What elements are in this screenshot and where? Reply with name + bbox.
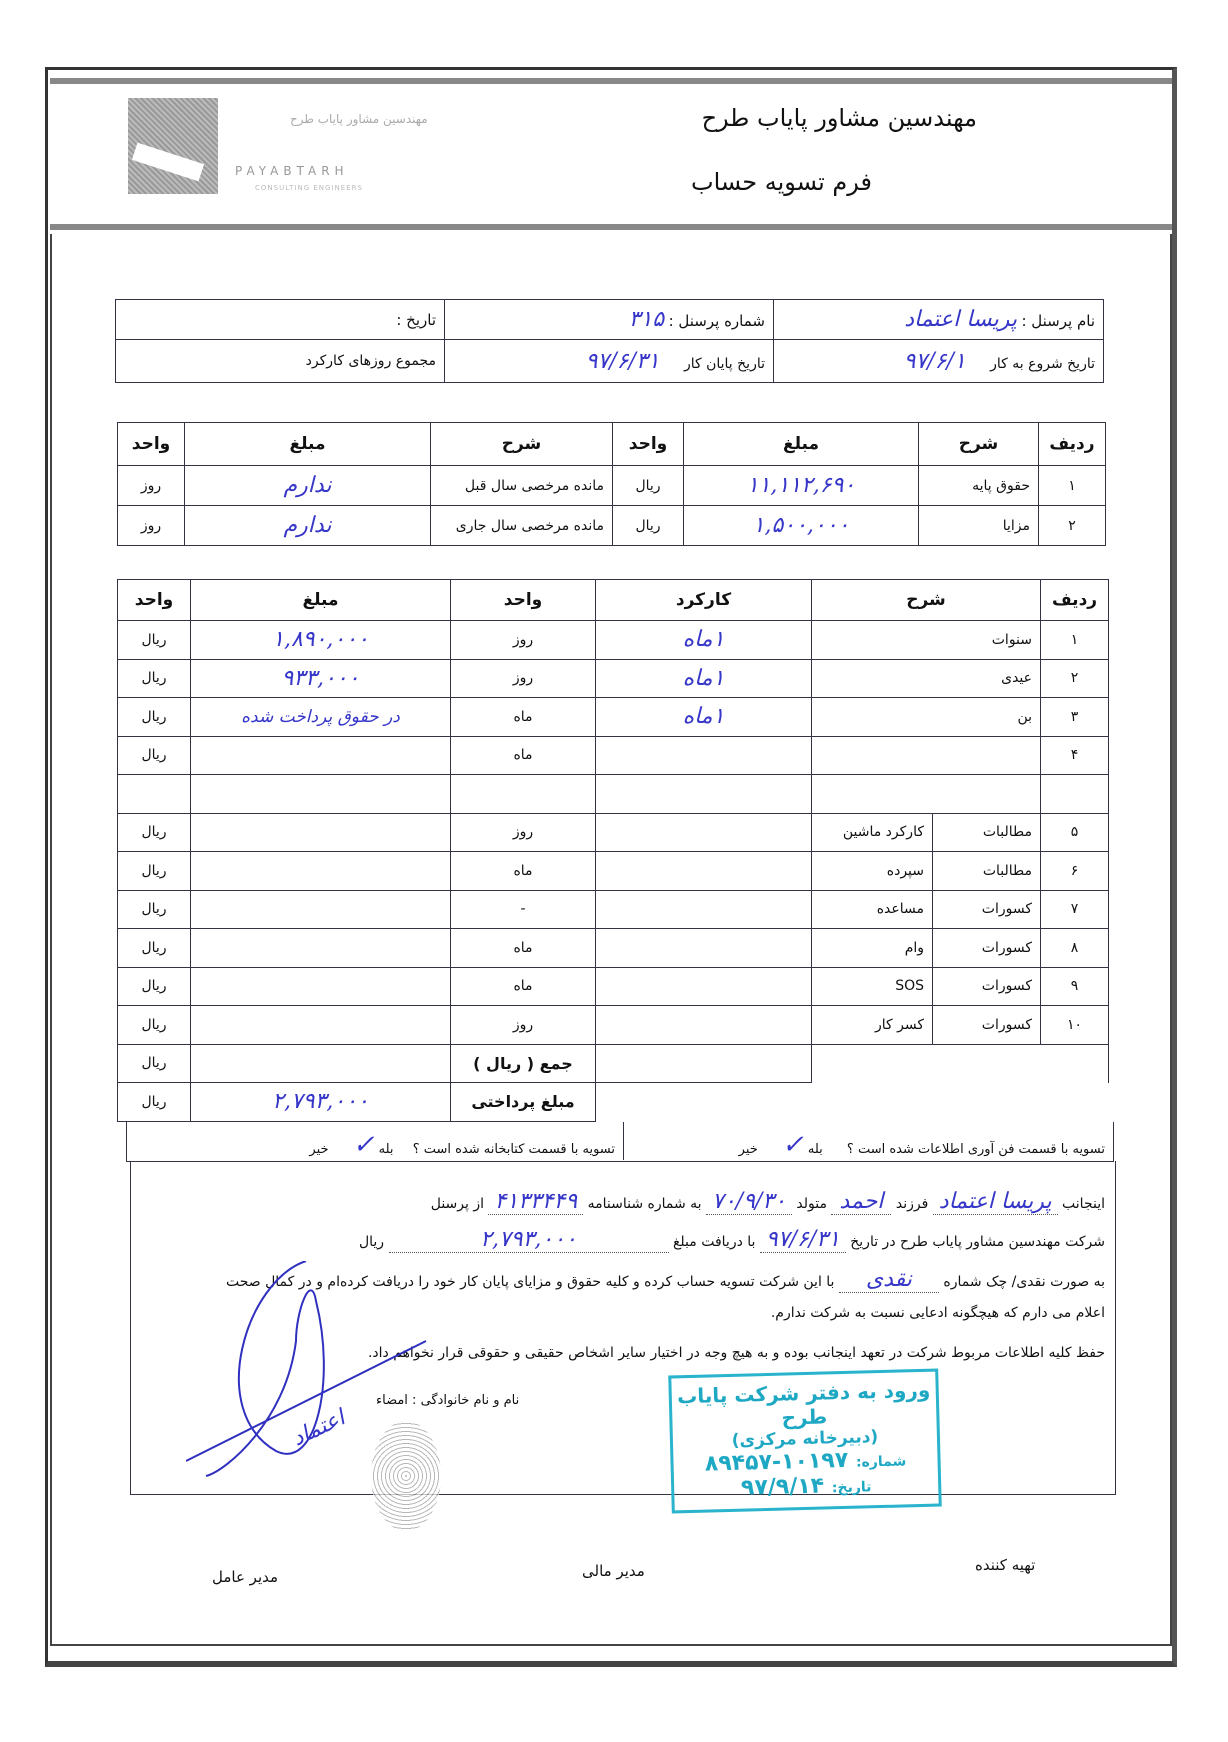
table-row [118, 1006, 1109, 1045]
table-cell: ۲ [1041, 659, 1109, 698]
column-header: واحد [613, 423, 684, 466]
table-cell: بن [812, 698, 1041, 737]
column-header: واحد [451, 580, 596, 621]
date-cell: تاریخ : [116, 300, 445, 340]
table-cell [596, 967, 812, 1006]
table-cell: کسورات [933, 1006, 1041, 1045]
table-cell: - [451, 890, 596, 929]
table-cell: SOS [812, 967, 933, 1006]
table-cell: ۱ماه [596, 698, 812, 737]
paid-label: مبلغ پرداختی [451, 1083, 596, 1122]
table-cell: ریال [118, 852, 191, 891]
table-cell [191, 890, 451, 929]
table-cell: مطالبات [933, 813, 1041, 852]
table-cell: ۱,۵۰۰,۰۰۰ [684, 506, 919, 546]
table-cell: روز [451, 1006, 596, 1045]
table-cell: ماه [451, 736, 596, 775]
table-cell [191, 967, 451, 1006]
table-row [118, 621, 1109, 660]
table-cell: ریال [118, 813, 191, 852]
name-cell: نام پرسنل : پریسا اعتماد [774, 300, 1104, 340]
table-cell [596, 736, 812, 775]
table-cell: روز [451, 813, 596, 852]
table-cell [596, 929, 812, 968]
signature-label: نام و نام خانوادگی : امضاء [376, 1393, 520, 1408]
table-cell: روز [451, 659, 596, 698]
table-cell [596, 852, 812, 891]
end-date-cell: تاریخ پایان کار ۹۷/۶/۳۱ [445, 340, 774, 383]
library-clearance: تسویه با قسمت کتابخانه شده است ؟ بله ✓ خیر [309, 1130, 615, 1160]
table-cell: ۹۳۳,۰۰۰ [191, 659, 451, 698]
table-cell: ۵ [1041, 813, 1109, 852]
table-cell [191, 852, 451, 891]
table-cell: ۱ماه [596, 659, 812, 698]
paid-unit: ریال [118, 1083, 191, 1122]
salary-leave-table [117, 422, 1106, 546]
name-value: پریسا اعتماد [904, 307, 1018, 332]
declaration-line-5: حفظ کلیه اطلاعات مربوط شرکت در تعهد اینجانب بوده و به هیچ وجه در اختیار سایر اشخاص حقیقی و حقوقی قرار نخواهم داد. [367, 1345, 1105, 1361]
table-cell [191, 929, 451, 968]
total-unit: ریال [118, 1044, 191, 1083]
declaration-line-3: به صورت نقدی/ چک شماره نقدی با این شرکت تسویه حساب کرده و کلیه حقوق و مزایای پایان کار خود را دریافت کرده‌ام و در کمال صحت [225, 1267, 1105, 1292]
table-cell: ۹ [1041, 967, 1109, 1006]
declaration-line-4: اعلام می دارم که هیچگونه ادعایی نسبت به شرکت ندارم. [770, 1305, 1105, 1321]
empty-cell [596, 1083, 1109, 1122]
table-cell: ۸ [1041, 929, 1109, 968]
column-header: واحد [118, 423, 185, 466]
declaration-line-2: شرکت مهندسین مشاور پایاب طرح در تاریخ ۹۷/۶/۳۱ با دریافت مبلغ ۲,۷۹۳,۰۰۰ ریال [358, 1227, 1105, 1252]
company-name: مهندسین مشاور پایاب طرح [701, 104, 977, 132]
start-date-value: ۹۷/۶/۱ [903, 348, 966, 374]
table-cell [812, 736, 1041, 775]
column-header: واحد [118, 580, 191, 621]
table-cell: ریال [118, 890, 191, 929]
table-cell [191, 775, 451, 814]
table-cell [451, 775, 596, 814]
table-cell: ۶ [1041, 852, 1109, 891]
table-cell: ریال [118, 621, 191, 660]
library-yes-checkmark: ✓ [352, 1130, 375, 1160]
fingerprint [371, 1421, 441, 1531]
declaration-line-1: اینجانب پریسا اعتماد فرزند احمد متولد ۷۰/۹/۳۰ به شماره شناسنامه ۴۱۳۳۴۴۹ از پرسنل [430, 1189, 1105, 1214]
table-cell: روز [118, 466, 185, 506]
table-cell: ۳ [1041, 698, 1109, 737]
library-yes-option[interactable]: بله [378, 1142, 394, 1157]
it-clearance: تسویه با قسمت فن آوری اطلاعات شده است ؟ بله ✓ خیر [623, 1122, 1113, 1160]
table-cell: ۱ [1041, 621, 1109, 660]
table-row [118, 890, 1109, 929]
table-row [118, 506, 1106, 546]
table-cell: حقوق پایه [919, 466, 1039, 506]
table-cell: ۱,۸۹۰,۰۰۰ [191, 621, 451, 660]
clearance-checks-row [126, 1122, 1114, 1162]
table-cell: ۱ماه [596, 621, 812, 660]
table-row [118, 967, 1109, 1006]
it-yes-option[interactable]: بله [807, 1142, 823, 1157]
empty-cell [812, 1044, 1109, 1083]
signature-name: اعتماد [288, 1405, 349, 1452]
preparer-signature: تهیه کننده [975, 1556, 1036, 1574]
table-cell [191, 813, 451, 852]
table-cell: کسر کار [812, 1006, 933, 1045]
column-header: شرح [919, 423, 1039, 466]
table-cell: سپرده [812, 852, 933, 891]
table-cell: ریال [118, 1006, 191, 1045]
table-cell: روز [118, 506, 185, 546]
table-row [118, 466, 1106, 506]
column-header: ردیف [1039, 423, 1106, 466]
table-cell [596, 775, 812, 814]
table-cell [118, 775, 191, 814]
table-cell: ۱۰ [1041, 1006, 1109, 1045]
column-header: کارکرد [596, 580, 812, 621]
column-header: مبلغ [684, 423, 919, 466]
paid-value: ۲,۷۹۳,۰۰۰ [191, 1083, 451, 1122]
table-cell: کسورات [933, 967, 1041, 1006]
logo-subtext: CONSULTING ENGINEERS [255, 184, 363, 192]
table-cell [812, 775, 1041, 814]
number-cell: شماره پرسنل : ۳۱۵ [445, 300, 774, 340]
declaration-box [130, 1161, 1116, 1495]
table-row [118, 659, 1109, 698]
empty-cell [596, 1044, 812, 1083]
table-cell: ندارم [185, 466, 431, 506]
logo [128, 98, 218, 194]
it-yes-checkmark: ✓ [781, 1130, 804, 1160]
personnel-info-table [115, 299, 1104, 383]
total-value [191, 1044, 451, 1083]
paid-row [118, 1083, 1109, 1122]
table-cell: ریال [118, 736, 191, 775]
total-row [118, 1044, 1109, 1083]
table-cell: ماه [451, 852, 596, 891]
column-header: شرح [812, 580, 1041, 621]
finance-manager-signature: مدیر مالی [582, 1562, 645, 1580]
work-days-cell: مجموع روزهای کارکرد [116, 340, 445, 383]
table-cell: ۲ [1039, 506, 1106, 546]
column-header: شرح [431, 423, 613, 466]
settlement-items-table [117, 579, 1109, 1122]
table-cell: مانده مرخصی سال قبل [431, 466, 613, 506]
number-value: ۳۱۵ [628, 307, 665, 332]
table-cell: ریال [118, 659, 191, 698]
total-label: جمع ( ریال ) [451, 1044, 596, 1083]
table-cell [191, 1006, 451, 1045]
table-row [118, 852, 1109, 891]
table-cell: مانده مرخصی سال جاری [431, 506, 613, 546]
table-cell: سنوات [812, 621, 1041, 660]
table-cell: ۱ [1039, 466, 1106, 506]
table-cell: در حقوق پرداخت شده [191, 698, 451, 737]
table-cell: ۴ [1041, 736, 1109, 775]
table-cell: ۱۱,۱۱۲,۶۹۰ [684, 466, 919, 506]
it-no-option[interactable]: خیر [738, 1142, 758, 1157]
table-cell: مزایا [919, 506, 1039, 546]
table-cell: روز [451, 621, 596, 660]
logo-text-fa: مهندسین مشاور پایاب طرح [290, 112, 428, 126]
ceo-signature: مدیر عامل [212, 1568, 279, 1586]
table-row [118, 698, 1109, 737]
table-cell [596, 890, 812, 929]
logo-text-en: PAYABTARH [235, 164, 349, 178]
library-no-option[interactable]: خیر [309, 1142, 329, 1157]
table-row [118, 813, 1109, 852]
table-cell [191, 736, 451, 775]
table-cell: ۷ [1041, 890, 1109, 929]
table-cell: مطالبات [933, 852, 1041, 891]
column-header: مبلغ [191, 580, 451, 621]
table-cell [596, 1006, 812, 1045]
table-cell: ماه [451, 967, 596, 1006]
registry-stamp: ورود به دفتر شرکت پایاب طرح (دبیرخانه مرکزی) شماره: ۱۰۱۹۷-۸۹۴۵۷ تاریخ: ۹۷/۹/۱۴ [668, 1368, 942, 1513]
table-row [118, 775, 1109, 814]
table-cell: ریال [613, 506, 684, 546]
form-header [50, 78, 1172, 230]
table-cell: ریال [118, 967, 191, 1006]
table-row [118, 736, 1109, 775]
column-header: مبلغ [185, 423, 431, 466]
table-cell: ماه [451, 929, 596, 968]
table-cell: کسورات [933, 929, 1041, 968]
table-cell [1041, 775, 1109, 814]
table-cell: عیدی [812, 659, 1041, 698]
form-title: فرم تسویه حساب [690, 168, 872, 196]
table-cell: کارکرد ماشین [812, 813, 933, 852]
table-cell: ماه [451, 698, 596, 737]
table-cell: ریال [613, 466, 684, 506]
table-cell: ریال [118, 929, 191, 968]
table-cell: مساعده [812, 890, 933, 929]
start-date-cell: تاریخ شروع به کار ۹۷/۶/۱ [774, 340, 1104, 383]
table-cell: وام [812, 929, 933, 968]
end-date-value: ۹۷/۶/۳۱ [585, 348, 660, 374]
table-cell: ندارم [185, 506, 431, 546]
table-cell: ریال [118, 698, 191, 737]
table-cell [596, 813, 812, 852]
column-header: ردیف [1041, 580, 1109, 621]
table-row [118, 929, 1109, 968]
table-cell: کسورات [933, 890, 1041, 929]
